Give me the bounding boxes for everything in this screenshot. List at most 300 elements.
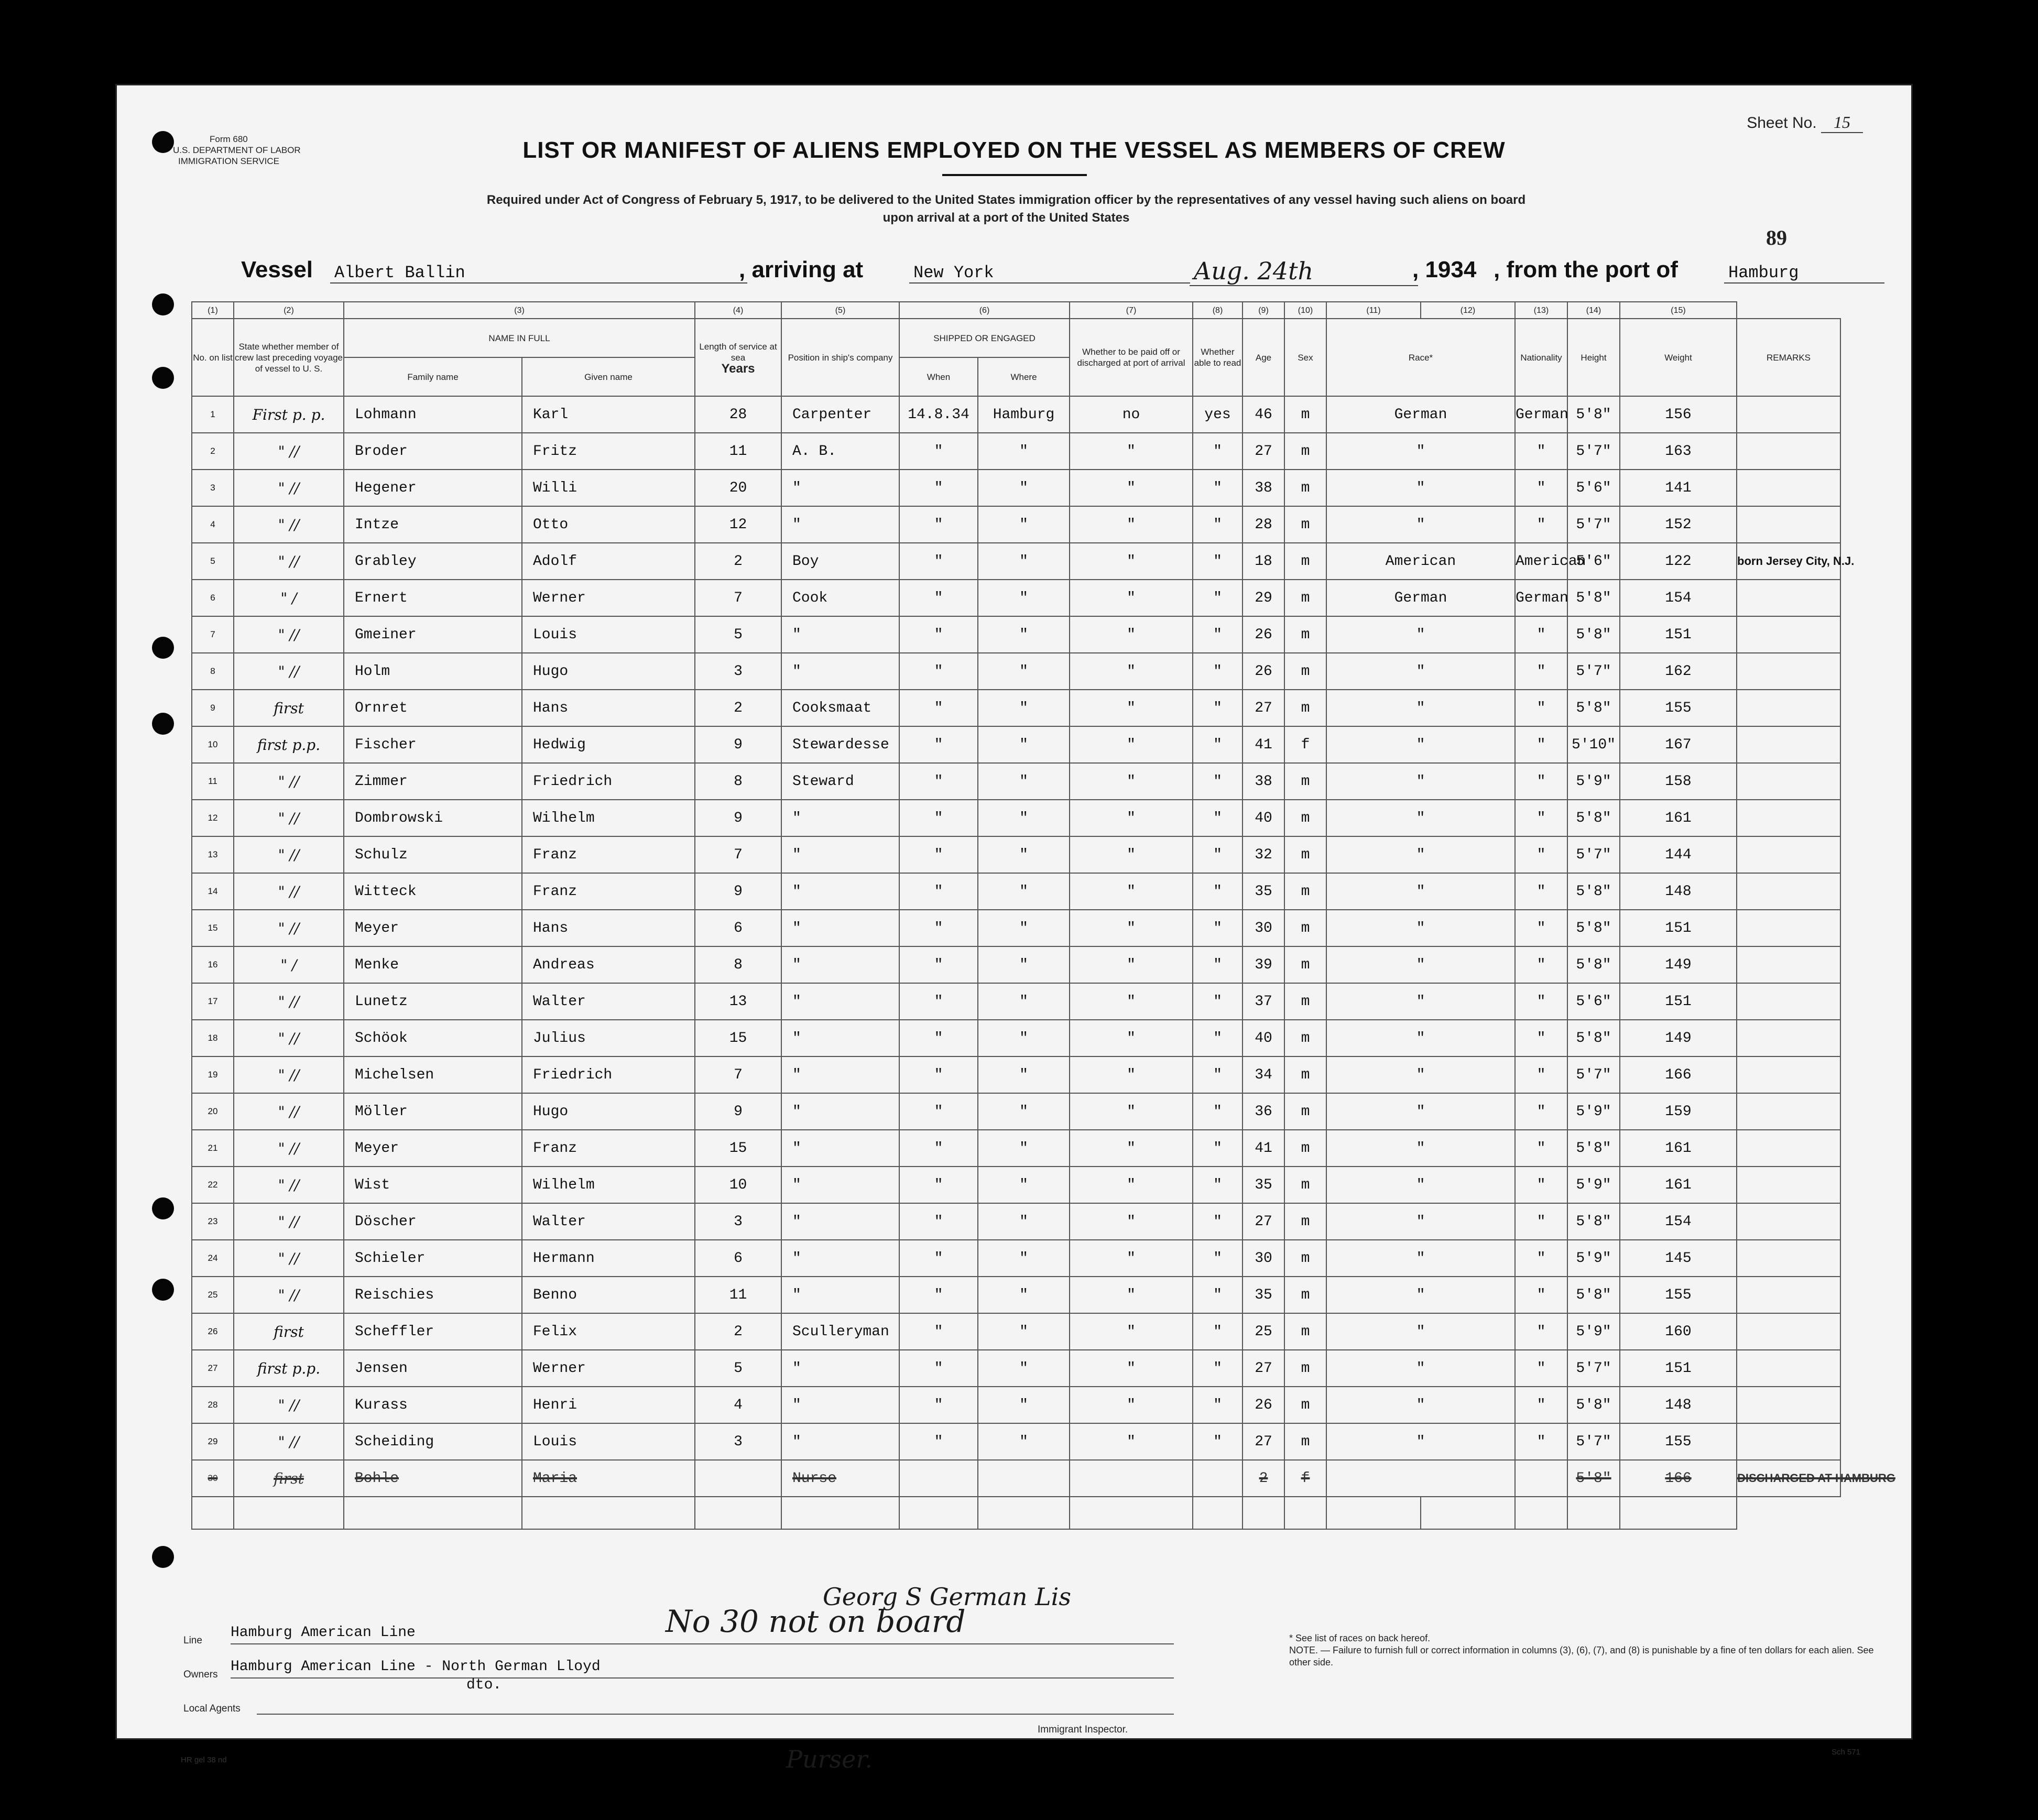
able-to-read: " [1193, 873, 1243, 910]
sex: m [1284, 1277, 1326, 1313]
position: " [781, 470, 899, 506]
shipped-when: " [899, 1056, 978, 1093]
remarks [1737, 580, 1840, 616]
shipped-where: " [978, 800, 1070, 836]
sex: m [1284, 910, 1326, 946]
row-number: 6 [192, 580, 234, 616]
given-name: Werner [522, 580, 695, 616]
race: " [1326, 1350, 1515, 1387]
sex: m [1284, 396, 1326, 433]
race: " [1326, 470, 1515, 506]
col-sex: Sex [1284, 319, 1326, 396]
shipped-when: " [899, 763, 978, 800]
position: " [781, 1130, 899, 1167]
race [1326, 1460, 1515, 1497]
row-number: 7 [192, 616, 234, 653]
able-to-read: " [1193, 506, 1243, 543]
crew-row [192, 653, 1840, 690]
remarks [1737, 1387, 1840, 1423]
previous-voyage: " // [234, 1423, 344, 1460]
race: " [1326, 983, 1515, 1020]
shipped-when: " [899, 910, 978, 946]
race: " [1326, 653, 1515, 690]
family-name: Intze [344, 506, 522, 543]
age: 39 [1243, 946, 1284, 983]
position: " [781, 1240, 899, 1277]
able-to-read: " [1193, 1387, 1243, 1423]
able-to-read: " [1193, 616, 1243, 653]
department: U.S. DEPARTMENT OF LABOR [173, 145, 301, 155]
remarks [1737, 1277, 1840, 1313]
row-number: 9 [192, 690, 234, 726]
weight: 167 [1620, 726, 1737, 763]
shipped-where: " [978, 1203, 1070, 1240]
able-to-read: yes [1193, 396, 1243, 433]
given-name: Franz [522, 873, 695, 910]
age: 40 [1243, 800, 1284, 836]
nationality: " [1515, 726, 1567, 763]
form-title: LIST OR MANIFEST OF ALIENS EMPLOYED ON THE VESSEL AS MEMBERS OF CREW [522, 137, 1506, 163]
shipped-where: " [978, 1277, 1070, 1313]
row-number: 13 [192, 836, 234, 873]
crew-row [192, 1240, 1840, 1277]
able-to-read: " [1193, 946, 1243, 983]
row-number: 21 [192, 1130, 234, 1167]
remarks [1737, 983, 1840, 1020]
height: 5'9" [1567, 1093, 1620, 1130]
service-years: 9 [695, 800, 781, 836]
arriving-port: New York [909, 263, 1190, 284]
service-years: 3 [695, 1423, 781, 1460]
height: 5'8" [1567, 1387, 1620, 1423]
position: " [781, 1093, 899, 1130]
shipped-where: " [978, 1313, 1070, 1350]
blank-cell [1284, 1497, 1326, 1529]
paid-off: " [1070, 580, 1193, 616]
blank-cell [899, 1497, 978, 1529]
service-years: 12 [695, 506, 781, 543]
shipped-where: " [978, 983, 1070, 1020]
height: 5'8" [1567, 690, 1620, 726]
service-years: 2 [695, 690, 781, 726]
crew-row [192, 1020, 1840, 1056]
shipped-when: " [899, 690, 978, 726]
race: " [1326, 1387, 1515, 1423]
race: " [1326, 1313, 1515, 1350]
position: " [781, 1203, 899, 1240]
previous-voyage: " // [234, 653, 344, 690]
age: 30 [1243, 910, 1284, 946]
row-number: 27 [192, 1350, 234, 1387]
shipped-when: " [899, 616, 978, 653]
nationality: " [1515, 1313, 1567, 1350]
family-name: Scheffler [344, 1313, 522, 1350]
nationality: " [1515, 470, 1567, 506]
race: " [1326, 1240, 1515, 1277]
remarks [1737, 836, 1840, 873]
weight: 151 [1620, 910, 1737, 946]
col-height: Height [1567, 319, 1620, 396]
crew-row [192, 1460, 1840, 1497]
from-port: Hamburg [1724, 263, 1884, 284]
position: Boy [781, 543, 899, 580]
given-name: Walter [522, 1203, 695, 1240]
given-name: Hugo [522, 653, 695, 690]
paid-off: " [1070, 470, 1193, 506]
service-years: 3 [695, 1203, 781, 1240]
age: 35 [1243, 1277, 1284, 1313]
colnum-15: (15) [1620, 302, 1737, 319]
sex: m [1284, 1423, 1326, 1460]
sex: m [1284, 543, 1326, 580]
weight: 163 [1620, 433, 1737, 470]
given-name: Henri [522, 1387, 695, 1423]
not-on-board-note: No 30 not on board [666, 1604, 966, 1639]
colnum-14: (14) [1567, 302, 1620, 319]
punch-hole [152, 1546, 174, 1568]
service-years: 15 [695, 1020, 781, 1056]
paid-off: " [1070, 1130, 1193, 1167]
sex: m [1284, 1350, 1326, 1387]
crew-row [192, 1313, 1840, 1350]
colnum-3: (3) [344, 302, 695, 319]
race: " [1326, 800, 1515, 836]
nationality: " [1515, 1277, 1567, 1313]
col-nationality: Nationality [1515, 319, 1567, 396]
position: Nurse [781, 1460, 899, 1497]
remarks [1737, 873, 1840, 910]
position: " [781, 1056, 899, 1093]
service-years: 28 [695, 396, 781, 433]
weight: 156 [1620, 396, 1737, 433]
row-number: 23 [192, 1203, 234, 1240]
paid-off: " [1070, 1056, 1193, 1093]
crew-row [192, 1387, 1840, 1423]
race: " [1326, 836, 1515, 873]
crew-table-wrap [191, 301, 1895, 1530]
paid-off: " [1070, 1167, 1193, 1203]
shipped-when: " [899, 983, 978, 1020]
shipped-when: " [899, 836, 978, 873]
given-name: Wilhelm [522, 800, 695, 836]
sex: m [1284, 690, 1326, 726]
sex: m [1284, 1387, 1326, 1423]
service-years: 11 [695, 433, 781, 470]
inspector-signature: Georg S German Lis [823, 1583, 1071, 1611]
age: 27 [1243, 690, 1284, 726]
family-name: Meyer [344, 1130, 522, 1167]
row-number: 10 [192, 726, 234, 763]
given-name: Andreas [522, 946, 695, 983]
family-name: Ornret [344, 690, 522, 726]
shipped-when: " [899, 1020, 978, 1056]
service-years: 2 [695, 543, 781, 580]
punch-hole [152, 131, 174, 153]
service-years: 10 [695, 1167, 781, 1203]
given-name: Fritz [522, 433, 695, 470]
age: 29 [1243, 580, 1284, 616]
sex: m [1284, 800, 1326, 836]
family-name: Reischies [344, 1277, 522, 1313]
weight: 149 [1620, 1020, 1737, 1056]
remarks [1737, 1203, 1840, 1240]
able-to-read: " [1193, 1093, 1243, 1130]
able-to-read: " [1193, 1277, 1243, 1313]
height: 5'8" [1567, 616, 1620, 653]
service-years: 15 [695, 1130, 781, 1167]
family-name: Grabley [344, 543, 522, 580]
able-to-read: " [1193, 910, 1243, 946]
row-number: 1 [192, 396, 234, 433]
service-years: 9 [695, 726, 781, 763]
position: Steward [781, 763, 899, 800]
service-years: 3 [695, 653, 781, 690]
service-years: 5 [695, 616, 781, 653]
nationality [1515, 1460, 1567, 1497]
line-underline [231, 1643, 1174, 1644]
paid-off: " [1070, 1203, 1193, 1240]
owners-underline [231, 1677, 1174, 1679]
previous-voyage: " // [234, 1020, 344, 1056]
paid-off: " [1070, 800, 1193, 836]
able-to-read: " [1193, 1167, 1243, 1203]
family-name: Lunetz [344, 983, 522, 1020]
remarks [1737, 1423, 1840, 1460]
race: " [1326, 433, 1515, 470]
shipped-when [899, 1460, 978, 1497]
paid-off: " [1070, 1423, 1193, 1460]
nationality: " [1515, 836, 1567, 873]
sheet-label: Sheet No. [1747, 114, 1817, 132]
able-to-read: " [1193, 690, 1243, 726]
family-name: Scheiding [344, 1423, 522, 1460]
able-to-read: " [1193, 580, 1243, 616]
col-years-label: Years [721, 361, 755, 376]
paid-off: " [1070, 506, 1193, 543]
position: Cooksmaat [781, 690, 899, 726]
given-name: Hedwig [522, 726, 695, 763]
previous-voyage: " / [234, 946, 344, 983]
age: 26 [1243, 1387, 1284, 1423]
col-position: Position in ship's company [781, 319, 899, 396]
able-to-read: " [1193, 470, 1243, 506]
shipped-when: " [899, 653, 978, 690]
row-number: 30 [192, 1460, 234, 1497]
remarks [1737, 616, 1840, 653]
form-number: Form 680 [210, 134, 248, 144]
shipped-where: " [978, 1093, 1070, 1130]
position: " [781, 1423, 899, 1460]
weight: 161 [1620, 1130, 1737, 1167]
remarks [1737, 763, 1840, 800]
family-name: Jensen [344, 1350, 522, 1387]
colnum-10: (10) [1284, 302, 1326, 319]
able-to-read: " [1193, 1423, 1243, 1460]
weight: 162 [1620, 653, 1737, 690]
height: 5'7" [1567, 836, 1620, 873]
crew-row [192, 1093, 1840, 1130]
given-name: Hugo [522, 1093, 695, 1130]
position: " [781, 836, 899, 873]
paid-off: " [1070, 1387, 1193, 1423]
owners-value: Hamburg American Line - North German Lloyd [231, 1659, 601, 1675]
shipped-where: " [978, 1167, 1070, 1203]
sheet-value: 15 [1821, 113, 1863, 133]
weight: 158 [1620, 763, 1737, 800]
height: 5'8" [1567, 1460, 1620, 1497]
crew-row [192, 1423, 1840, 1460]
service-years: 7 [695, 836, 781, 873]
remarks [1737, 1167, 1840, 1203]
nationality: " [1515, 1167, 1567, 1203]
position: " [781, 1350, 899, 1387]
fine-note: NOTE. — Failure to furnish full or correct information in columns (3), (6), (7), and (8) is punishable by a fine of ten dollars for each alien. See other side. [1289, 1645, 1874, 1668]
previous-voyage: " // [234, 470, 344, 506]
family-name: Möller [344, 1093, 522, 1130]
nationality: " [1515, 1056, 1567, 1093]
blank-cell [234, 1497, 344, 1529]
service-years: 6 [695, 1240, 781, 1277]
able-to-read: " [1193, 726, 1243, 763]
subtitle-line-2: upon arrival at a port of the United States [882, 211, 1130, 225]
sex: f [1284, 1460, 1326, 1497]
shipped-where: " [978, 763, 1070, 800]
previous-voyage: " // [234, 1093, 344, 1130]
paid-off: " [1070, 763, 1193, 800]
shipped-when: " [899, 1240, 978, 1277]
nationality: " [1515, 983, 1567, 1020]
sex: m [1284, 1167, 1326, 1203]
year-label: , 1934 [1412, 257, 1477, 282]
race: " [1326, 506, 1515, 543]
nationality: " [1515, 1423, 1567, 1460]
family-name: Michelsen [344, 1056, 522, 1093]
crew-row [192, 1056, 1840, 1093]
remarks [1737, 1056, 1840, 1093]
punch-hole [152, 293, 174, 315]
row-number: 12 [192, 800, 234, 836]
col-given-name: Given name [522, 357, 695, 396]
race: " [1326, 873, 1515, 910]
shipped-where: " [978, 616, 1070, 653]
subtitle-line-1: Required under Act of Congress of February 5, 1917, to be delivered to the United States immigration officer by the representatives of any vessel having such aliens on board [486, 193, 1526, 207]
family-name: Wist [344, 1167, 522, 1203]
agents-label: Local Agents [183, 1703, 241, 1714]
nationality: German [1515, 396, 1567, 433]
given-name: Franz [522, 836, 695, 873]
shipped-where: " [978, 1240, 1070, 1277]
punch-hole [152, 713, 174, 735]
previous-voyage: " // [234, 1387, 344, 1423]
col-when: When [899, 357, 978, 396]
nationality: " [1515, 690, 1567, 726]
print-code: HR gel 38 nd [181, 1756, 227, 1764]
sex: m [1284, 1313, 1326, 1350]
weight: 151 [1620, 1350, 1737, 1387]
age: 2 [1243, 1460, 1284, 1497]
nationality: " [1515, 873, 1567, 910]
position: Cook [781, 580, 899, 616]
agents-value: dto. [466, 1677, 502, 1693]
crew-row [192, 506, 1840, 543]
previous-voyage: " // [234, 1203, 344, 1240]
colnum-9: (9) [1243, 302, 1284, 319]
col-race: Race* [1326, 319, 1515, 396]
races-note: * See list of races on back hereof. [1289, 1633, 1431, 1643]
sex: m [1284, 1203, 1326, 1240]
position: Carpenter [781, 396, 899, 433]
punch-hole [152, 1279, 174, 1301]
row-number: 2 [192, 433, 234, 470]
given-name: Julius [522, 1020, 695, 1056]
row-number: 16 [192, 946, 234, 983]
row-number: 20 [192, 1093, 234, 1130]
height: 5'8" [1567, 580, 1620, 616]
family-name: Schöok [344, 1020, 522, 1056]
height: 5'8" [1567, 946, 1620, 983]
nationality: " [1515, 946, 1567, 983]
paid-off: no [1070, 396, 1193, 433]
crew-row [192, 1203, 1840, 1240]
crew-row [192, 580, 1840, 616]
shipped-where: " [978, 1130, 1070, 1167]
height: 5'7" [1567, 653, 1620, 690]
weight: 152 [1620, 506, 1737, 543]
row-number: 22 [192, 1167, 234, 1203]
title-underline [942, 174, 1087, 176]
sex: m [1284, 653, 1326, 690]
able-to-read: " [1193, 653, 1243, 690]
service-years [695, 1460, 781, 1497]
previous-voyage: " // [234, 1167, 344, 1203]
crew-row [192, 690, 1840, 726]
family-name: Meyer [344, 910, 522, 946]
inspector-label: Immigrant Inspector. [1038, 1724, 1128, 1735]
sex: m [1284, 433, 1326, 470]
weight: 161 [1620, 800, 1737, 836]
height: 5'6" [1567, 470, 1620, 506]
position: Stewardesse [781, 726, 899, 763]
crew-row [192, 1167, 1840, 1203]
shipped-where: " [978, 1056, 1070, 1093]
previous-voyage: first p.p. [234, 1350, 344, 1387]
colnum-11: (11) [1326, 302, 1421, 319]
race: " [1326, 910, 1515, 946]
previous-voyage: " // [234, 836, 344, 873]
page-number: 89 [1766, 226, 1787, 249]
remarks [1737, 1240, 1840, 1277]
paid-off: " [1070, 873, 1193, 910]
position: " [781, 616, 899, 653]
punch-hole [152, 1197, 174, 1219]
paid-off [1070, 1460, 1193, 1497]
remarks [1737, 506, 1840, 543]
height: 5'8" [1567, 396, 1620, 433]
row-number: 18 [192, 1020, 234, 1056]
age: 46 [1243, 396, 1284, 433]
age: 38 [1243, 470, 1284, 506]
colnum-7: (7) [1070, 302, 1193, 319]
row-number: 8 [192, 653, 234, 690]
weight: 159 [1620, 1093, 1737, 1130]
row-number: 19 [192, 1056, 234, 1093]
shipped-when: " [899, 1277, 978, 1313]
family-name: Gmeiner [344, 616, 522, 653]
paid-off: " [1070, 543, 1193, 580]
shipped-where: " [978, 1423, 1070, 1460]
blank-row [192, 1497, 1840, 1529]
crew-row [192, 1350, 1840, 1387]
